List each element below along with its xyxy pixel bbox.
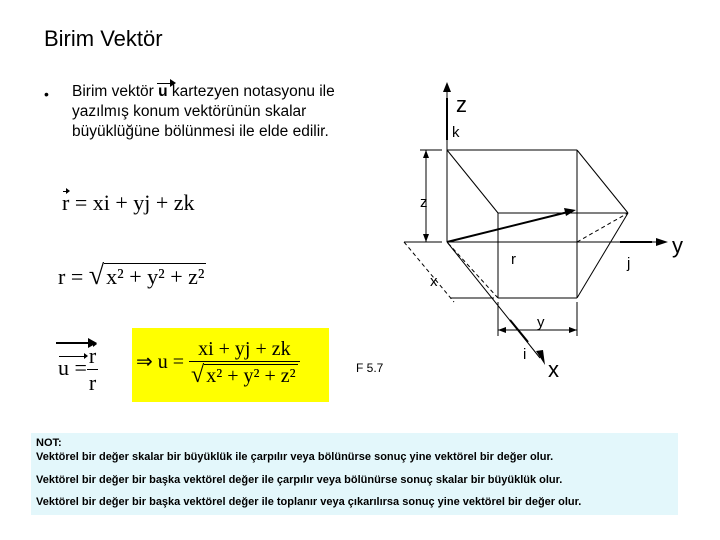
z-axis-label: z [456,92,467,117]
equation-r-vector [62,190,195,216]
r-vector-label: r [511,251,516,268]
u-expanded-numerator: xi + yj + zk [189,338,300,362]
note-line-1: Vektörel bir değer skalar bir büyüklük ile çarpılır veya bölünürse sonuç yine vektörel bir değer olur. [36,451,554,463]
unit-i-vector [510,320,528,342]
u-expanded-fraction [189,338,300,389]
bullet-text-part1: Birim vektör [72,83,159,100]
j-label: j [627,255,631,272]
y-axis-label: y [672,233,683,258]
equation-u-expanded [136,338,300,389]
note-heading: NOT: [36,437,62,449]
equation-r-magnitude [58,260,206,292]
sqrt-icon: √ [191,362,205,388]
u-expanded-radicand: x² + y² + z² [206,365,296,387]
slide-title: Birim Vektör [44,26,163,51]
position-vector-r [447,212,568,242]
x-dimension-label: x [430,273,438,290]
r-magnitude-radicand: x² + y² + z² [106,264,205,289]
u-def-numerator: r [88,343,97,368]
k-label: k [452,124,460,141]
note-line-3: Vektörel bir değer bir başka vektörel değer ile toplanır veya çıkarılırsa sonuç yine vektörel bir değer olur. [36,496,582,508]
figure-label: F 5.7 [356,361,384,375]
r-vector-symbol: r [62,190,70,215]
bullet-marker: • [44,86,49,102]
y-dimension-label: y [537,314,545,331]
coordinate-diagram [390,80,710,380]
u-expanded-prefix: ⇒ u = [136,351,190,374]
position-vector-arrowhead [564,208,576,216]
z-axis-arrowhead [443,82,451,92]
note-line-2: Vektörel bir değer bir başka vektörel değer ile çarpılır veya bölünürse sonuç skalar bir büyüklük olur. [36,474,563,486]
r-vector-rhs: = xi + yj + zk [69,190,195,215]
unit-vector-symbol: u [158,83,168,100]
sqrt-icon: √ [88,260,105,291]
i-label: i [523,346,527,363]
u-def-fraction [87,343,98,396]
u-def-denominator: r [88,370,97,395]
x-axis-arrowhead [536,350,545,365]
equation-u-definition [58,343,98,396]
bullet-text-part2: kartezyen notasyonu ile yazılmış konum vektörünün skalar büyüklüğüne bölünmesi ile elde edilir. [72,83,335,140]
z-dimension-label: z [420,194,428,211]
y-axis-arrowhead [656,238,668,246]
note-box [31,433,678,515]
x-axis-label: x [548,357,559,380]
u-def-lhs: u = [58,354,87,380]
bullet-text [72,82,392,142]
r-magnitude-lhs: r = [58,264,89,289]
